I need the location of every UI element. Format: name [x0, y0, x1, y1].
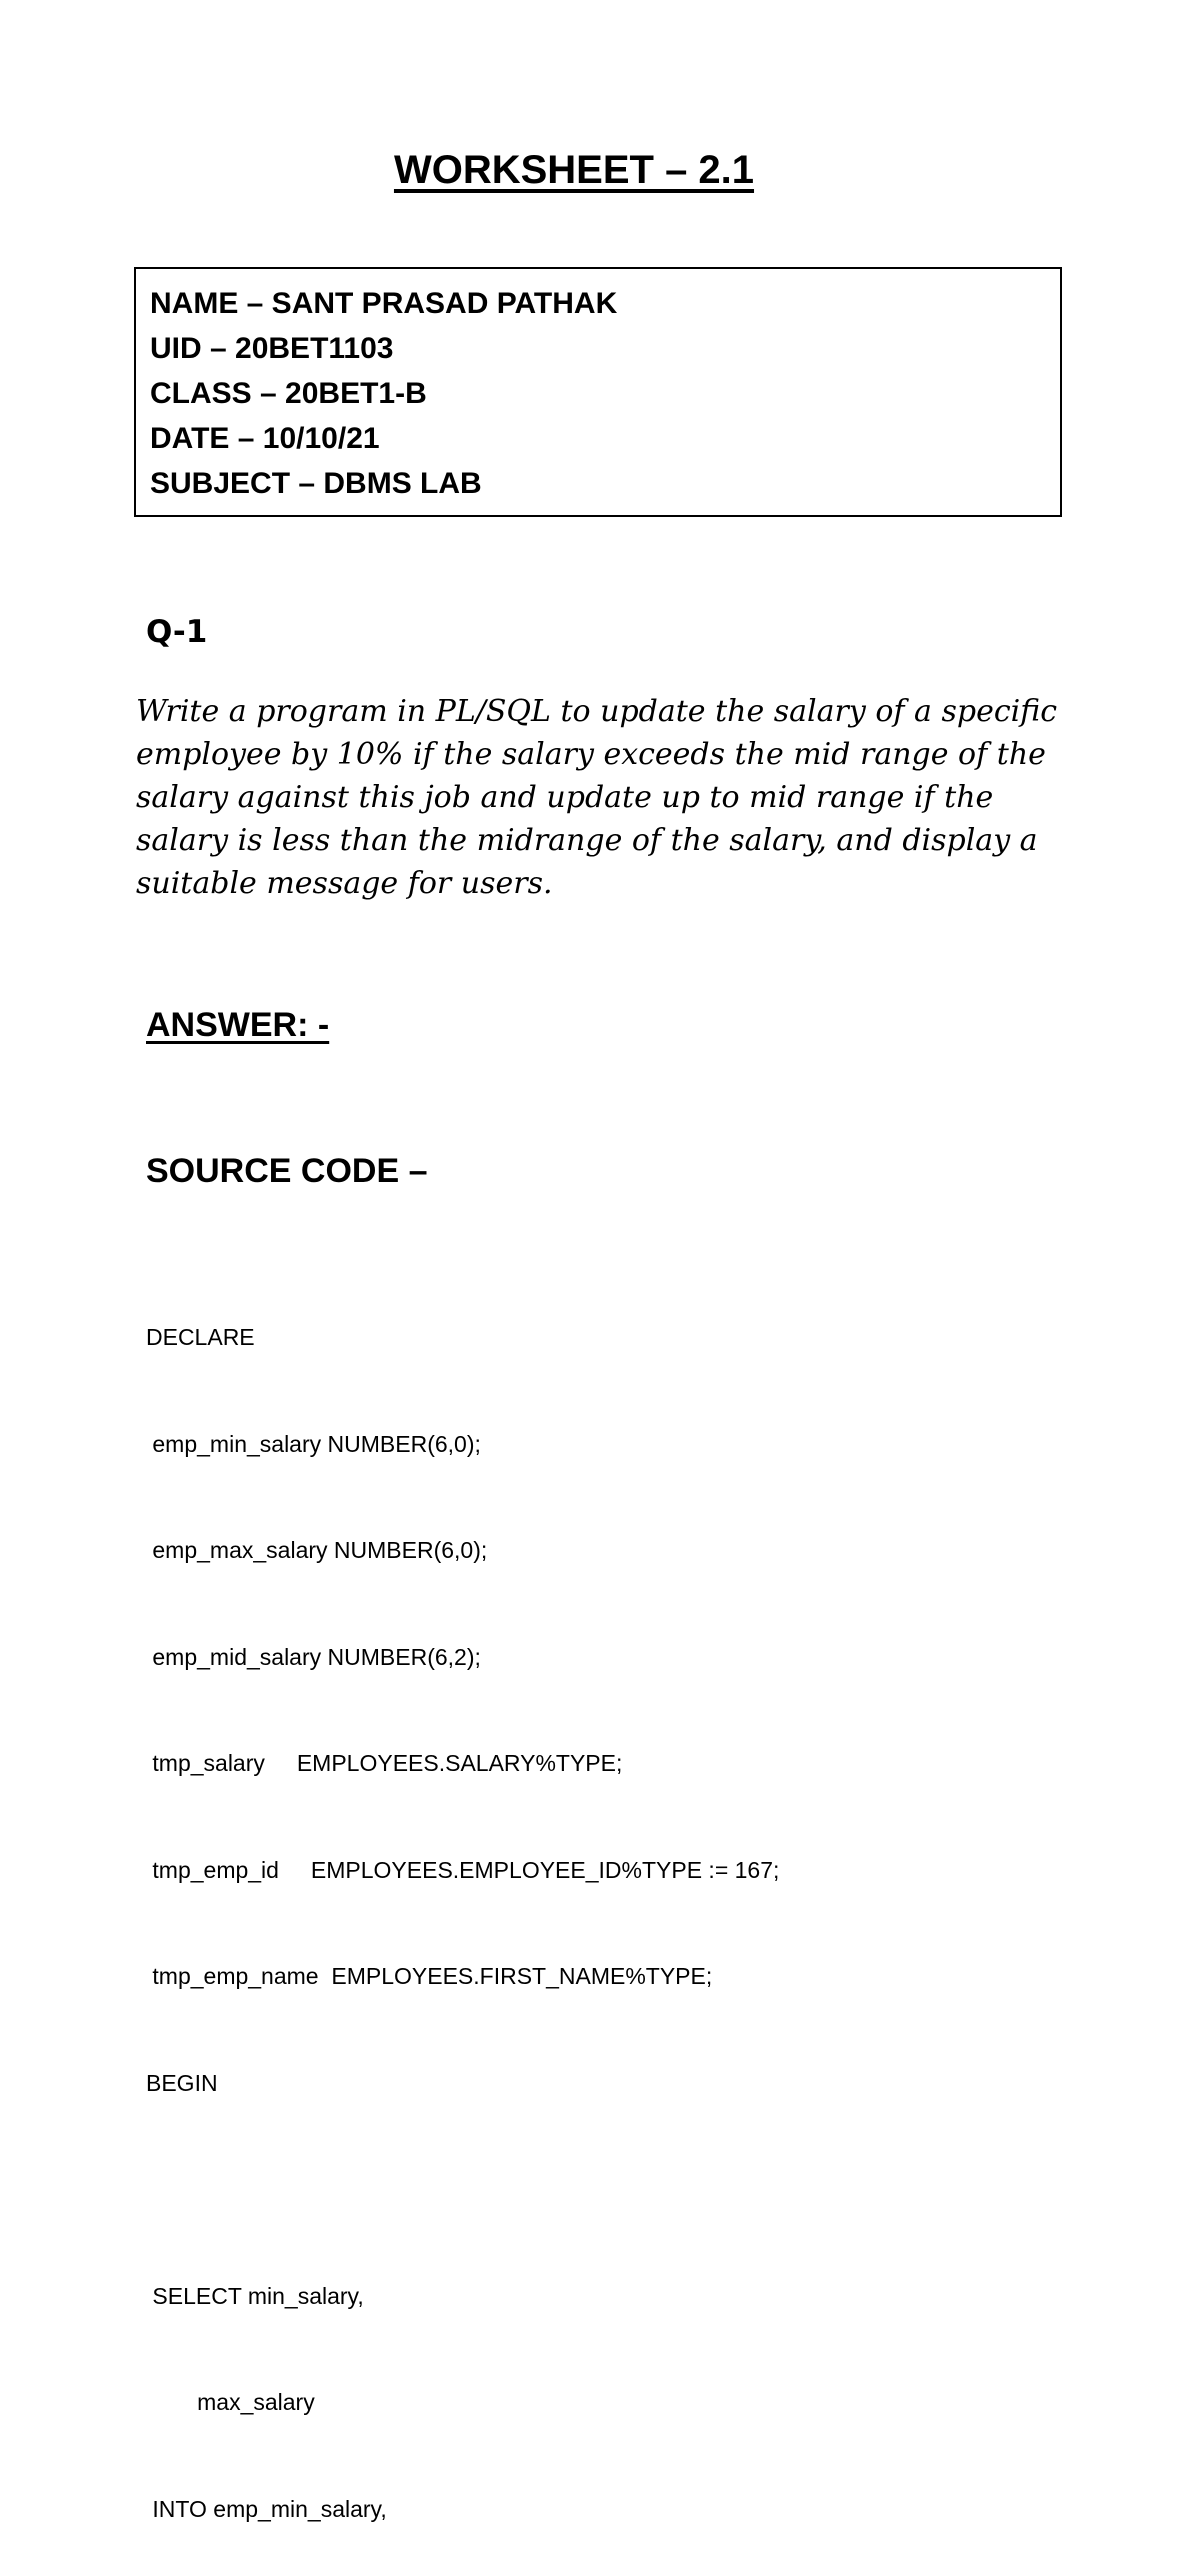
subject: SUBJECT – DBMS LAB [150, 467, 482, 500]
student-uid: UID – 20BET1103 [150, 332, 394, 365]
worksheet-title: WORKSHEET – 2.1 [393, 148, 755, 192]
source-code-block [146, 1249, 779, 2563]
question-line: salary against this job and update up to mid range if the [136, 780, 994, 815]
code-line: emp_max_salary NUMBER(6,0); [146, 1537, 488, 1563]
code-line: max_salary [146, 2389, 315, 2415]
code-line: BEGIN [146, 2069, 218, 2096]
source-code-heading: SOURCE CODE – [146, 1152, 428, 1190]
question-line: salary is less than the midrange of the salary, and display a [136, 823, 1038, 858]
code-line: tmp_salary EMPLOYEES.SALARY%TYPE; [146, 1750, 623, 1776]
question-line: employee by 10% if the salary exceeds the mid range of the [136, 737, 1046, 772]
code-line: SELECT min_salary, [146, 2282, 364, 2309]
question-line: Write a program in PL/SQL to update the salary of a specific [136, 694, 1058, 729]
code-line: emp_min_salary NUMBER(6,0); [146, 1430, 481, 1457]
student-info-box [134, 267, 1062, 517]
question-label: Q-1 [146, 614, 208, 650]
code-line [146, 2172, 779, 2208]
code-line: INTO emp_min_salary, [146, 2495, 387, 2522]
student-class: CLASS – 20BET1-B [150, 377, 427, 410]
code-line: tmp_emp_name EMPLOYEES.FIRST_NAME%TYPE; [146, 1963, 713, 1989]
code-line: emp_mid_salary NUMBER(6,2); [146, 1643, 481, 1670]
question-line: suitable message for users. [136, 866, 553, 901]
answer-heading: ANSWER: - [146, 1006, 330, 1044]
worksheet-date: DATE – 10/10/21 [150, 422, 380, 455]
code-line: tmp_emp_id EMPLOYEES.EMPLOYEE_ID%TYPE := 167; [146, 1856, 780, 1883]
question-text [136, 690, 1086, 905]
code-line: DECLARE [146, 1324, 255, 1350]
student-name: NAME – SANT PRASAD PATHAK [150, 287, 618, 320]
